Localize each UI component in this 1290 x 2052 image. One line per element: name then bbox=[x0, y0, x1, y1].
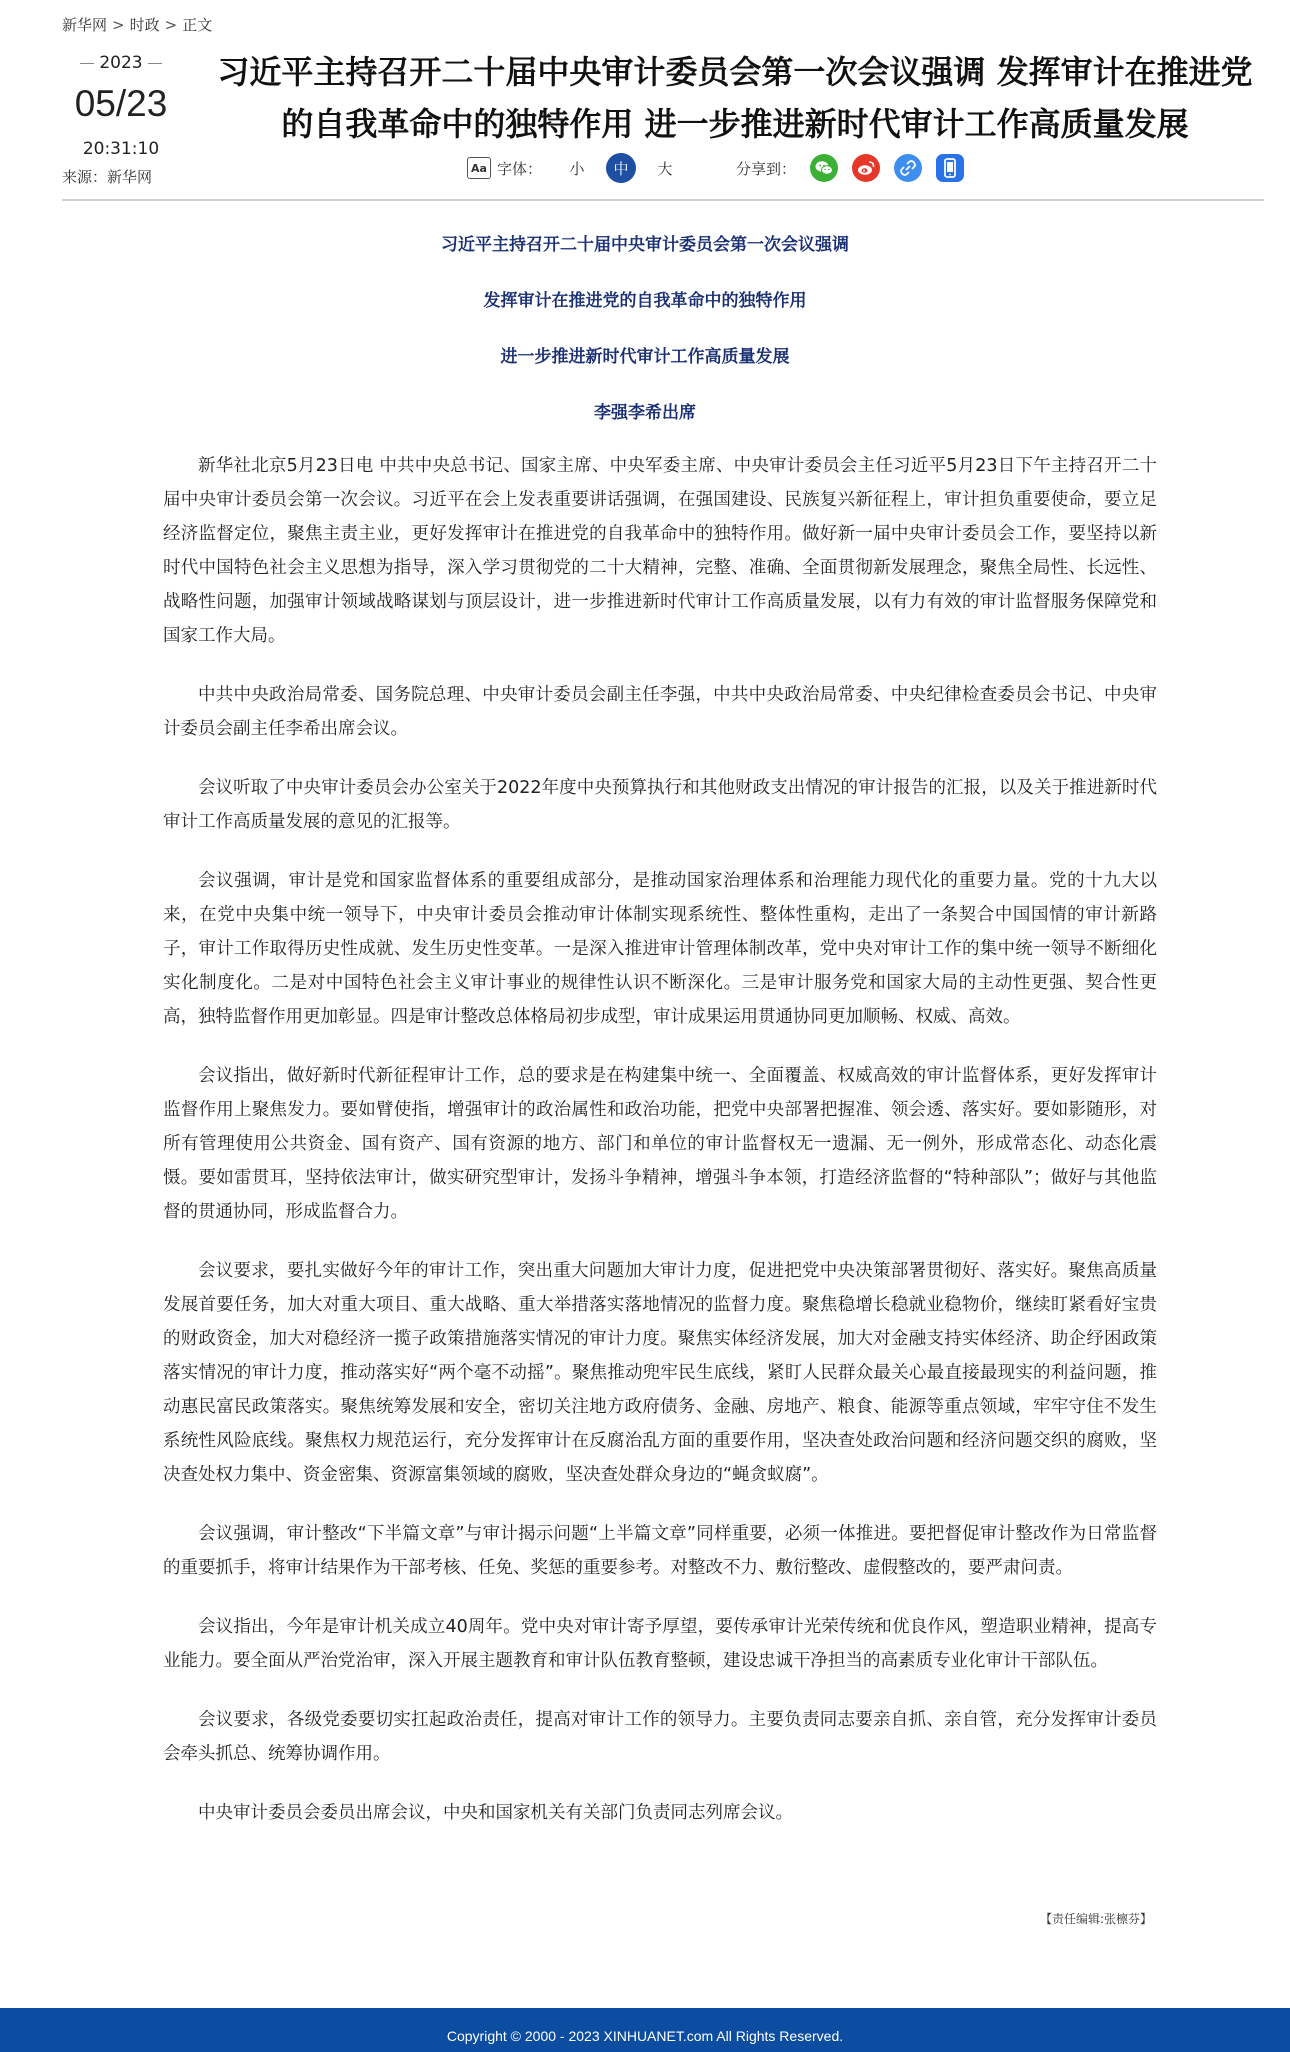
mobile-icon bbox=[943, 158, 957, 178]
article-paragraph: 会议指出，做好新时代新征程审计工作，总的要求是在构建集中统一、全面覆盖、权威高效的审计监督体系，更好发挥审计监督作用上聚焦发力。要如臂使指，增强审计的政治属性和政治功能，把党中央部署把握准、领会透、落实好。要如影随形，对所有管理使用公共资金、国有资产、国有资源的地方、部门和单位的审计监督权无一遗漏、无一例外，形成常态化、动态化震慑。要如雷贯耳，坚持依法审计，做实研究型审计，发扬斗争精神，增强斗争本领，打造经济监督的“特种部队”；做好与其他监督的贯通协同，形成监督合力。 bbox=[163, 1066, 1157, 1222]
article-paragraph: 会议要求，各级党委要切实扛起政治责任，提高对审计工作的领导力。主要负责同志要亲自抓、亲自管，充分发挥审计委员会牵头抓总、统筹协调作用。 bbox=[163, 1710, 1157, 1764]
weibo-icon bbox=[856, 159, 876, 177]
article-body bbox=[163, 449, 1157, 1855]
breadcrumb-separator: > bbox=[112, 16, 125, 34]
year-dash-left bbox=[80, 63, 94, 64]
wechat-icon bbox=[814, 159, 834, 177]
article-subheading: 发挥审计在推进党的自我革命中的独特作用 bbox=[483, 291, 807, 311]
share-mobile-button[interactable] bbox=[936, 154, 964, 182]
article-paragraph: 会议强调，审计是党和国家监督体系的重要组成部分，是推动国家治理体系和治理能力现代化的重要力量。党的十九大以来，在党中央集中统一领导下，中央审计委员会推动审计体制实现系统性、整体性重构，走出了一条契合中国国情的审计新路子，审计工作取得历史性成就、发生历史性变革。一是深入推进审计管理体制改革，党中央对审计工作的集中统一领导不断细化实化制度化。二是对中国特色社会主义审计事业的规律性认识不断深化。三是审计服务党和国家大局的主动性更强、契合性更高，独特监督作用更加彰显。四是审计整改总体格局初步成型，审计成果运用贯通协同更加顺畅、权威、高效。 bbox=[163, 871, 1157, 1027]
article-subheading: 李强李希出席 bbox=[594, 403, 696, 423]
breadcrumb-section-link[interactable]: 时政 bbox=[129, 16, 160, 34]
publish-year bbox=[62, 52, 180, 74]
article-paragraph: 会议听取了中央审计委员会办公室关于2022年度中央预算执行和其他财政支出情况的审计报告的汇报，以及关于推进新时代审计工作高质量发展的意见的汇报等。 bbox=[163, 778, 1157, 832]
article-subheading: 习近平主持召开二十届中央审计委员会第一次会议强调 bbox=[441, 235, 849, 255]
responsible-editor: 【责任编辑:张檩芬】 bbox=[1039, 1912, 1152, 1926]
font-size-medium-button[interactable]: 中 bbox=[606, 153, 636, 183]
article-source: 来源：新华网 bbox=[62, 168, 153, 186]
breadcrumb-current: 正文 bbox=[182, 16, 213, 34]
publish-date bbox=[62, 52, 180, 160]
header-divider bbox=[62, 199, 1264, 201]
publish-year-text: 2023 bbox=[99, 53, 143, 73]
breadcrumb-separator: > bbox=[164, 16, 178, 34]
article-subheading: 进一步推进新时代审计工作高质量发展 bbox=[500, 347, 790, 367]
share-link-button[interactable] bbox=[894, 154, 922, 182]
font-size-label: 字体： bbox=[497, 159, 543, 178]
article-paragraph: 中共中央政治局常委、国务院总理、中央审计委员会副主任李强，中共中央政治局常委、中央纪律检查委员会书记、中央审计委员会副主任李希出席会议。 bbox=[163, 685, 1157, 739]
article-title: 习近平主持召开二十届中央审计委员会第一次会议强调 发挥审计在推进党的自我革命中的独特作用 进一步推进新时代审计工作高质量发展 bbox=[217, 53, 1253, 143]
publish-month-day: 05/23 bbox=[74, 83, 168, 124]
article-paragraph: 新华社北京5月23日电 中共中央总书记、国家主席、中央军委主席、中央审计委员会主任习近平5月23日下午主持召开二十届中央审计委员会第一次会议。习近平在会上发表重要讲话强调，在强国建设、民族复兴新征程上，审计担负重要使命，要立足经济监督定位，聚焦主责主业，更好发挥审计在推进党的自我革命中的独特作用。做好新一届中央审计委员会工作，要坚持以新时代中国特色社会主义思想为指导，深入学习贯彻党的二十大精神，完整、准确、全面贯彻新发展理念，聚焦全局性、长远性、战略性问题，加强审计领域战略谋划与顶层设计，进一步推进新时代审计工作高质量发展，以有力有效的审计监督服务保障党和国家工作大局。 bbox=[163, 456, 1157, 646]
breadcrumb-home-link[interactable]: 新华网 bbox=[62, 16, 108, 34]
article-paragraph: 会议强调，审计整改“下半篇文章”与审计揭示问题“上半篇文章”同样重要，必须一体推进。要把督促审计整改作为日常监督的重要抓手，将审计结果作为干部考核、任免、奖惩的重要参考。对整改不力、敷衍整改、虚假整改的，要严肃问责。 bbox=[163, 1524, 1157, 1578]
share-label: 分享到： bbox=[736, 159, 797, 178]
publish-time: 20:31:10 bbox=[82, 139, 160, 159]
year-dash-right bbox=[148, 63, 162, 64]
share-wechat-button[interactable] bbox=[810, 154, 838, 182]
footer-copyright: Copyright © 2000 - 2023 XINHUANET.com All Rights Reserved. bbox=[446, 2028, 844, 2044]
share-weibo-button[interactable] bbox=[852, 154, 880, 182]
font-size-small-button[interactable]: 小 bbox=[569, 159, 585, 178]
breadcrumb bbox=[62, 14, 212, 35]
article-toolbar bbox=[467, 151, 978, 185]
article-paragraph: 会议指出，今年是审计机关成立40周年。党中央对审计寄予厚望，要传承审计光荣传统和优良作风，塑造职业精神，提高专业能力。要全面从严治党治审，深入开展主题教育和审计队伍教育整顿，建设忠诚干净担当的高素质专业化审计干部队伍。 bbox=[163, 1617, 1157, 1671]
article-paragraph: 中央审计委员会委员出席会议，中央和国家机关有关部门负责同志列席会议。 bbox=[198, 1803, 793, 1823]
link-icon bbox=[899, 159, 917, 177]
font-size-icon: Aa bbox=[467, 157, 491, 179]
article-paragraph: 会议要求，要扎实做好今年的审计工作，突出重大问题加大审计力度，促进把党中央决策部署贯彻好、落实好。聚焦高质量发展首要任务，加大对重大项目、重大战略、重大举措落实落地情况的监督力度。聚焦稳增长稳就业稳物价，继续盯紧看好宝贵的财政资金，加大对稳经济一揽子政策措施落实情况的审计力度。聚焦实体经济发展，加大对金融支持实体经济、助企纾困政策落实情况的审计力度，推动落实好“两个毫不动摇”。聚焦推动兜牢民生底线，紧盯人民群众最关心最直接最现实的利益问题，推动惠民富民政策落实。聚焦统筹发展和安全，密切关注地方政府债务、金融、房地产、粮食、能源等重点领域，牢牢守住不发生系统性风险底线。聚焦权力规范运行，充分发挥审计在反腐治乱方面的重要作用，坚决查处政治问题和经济问题交织的腐败，坚决查处权力集中、资金密集、资源富集领域的腐败，坚决查处群众身边的“蝇贪蚁腐”。 bbox=[163, 1261, 1157, 1485]
font-size-large-button[interactable]: 大 bbox=[657, 159, 673, 178]
